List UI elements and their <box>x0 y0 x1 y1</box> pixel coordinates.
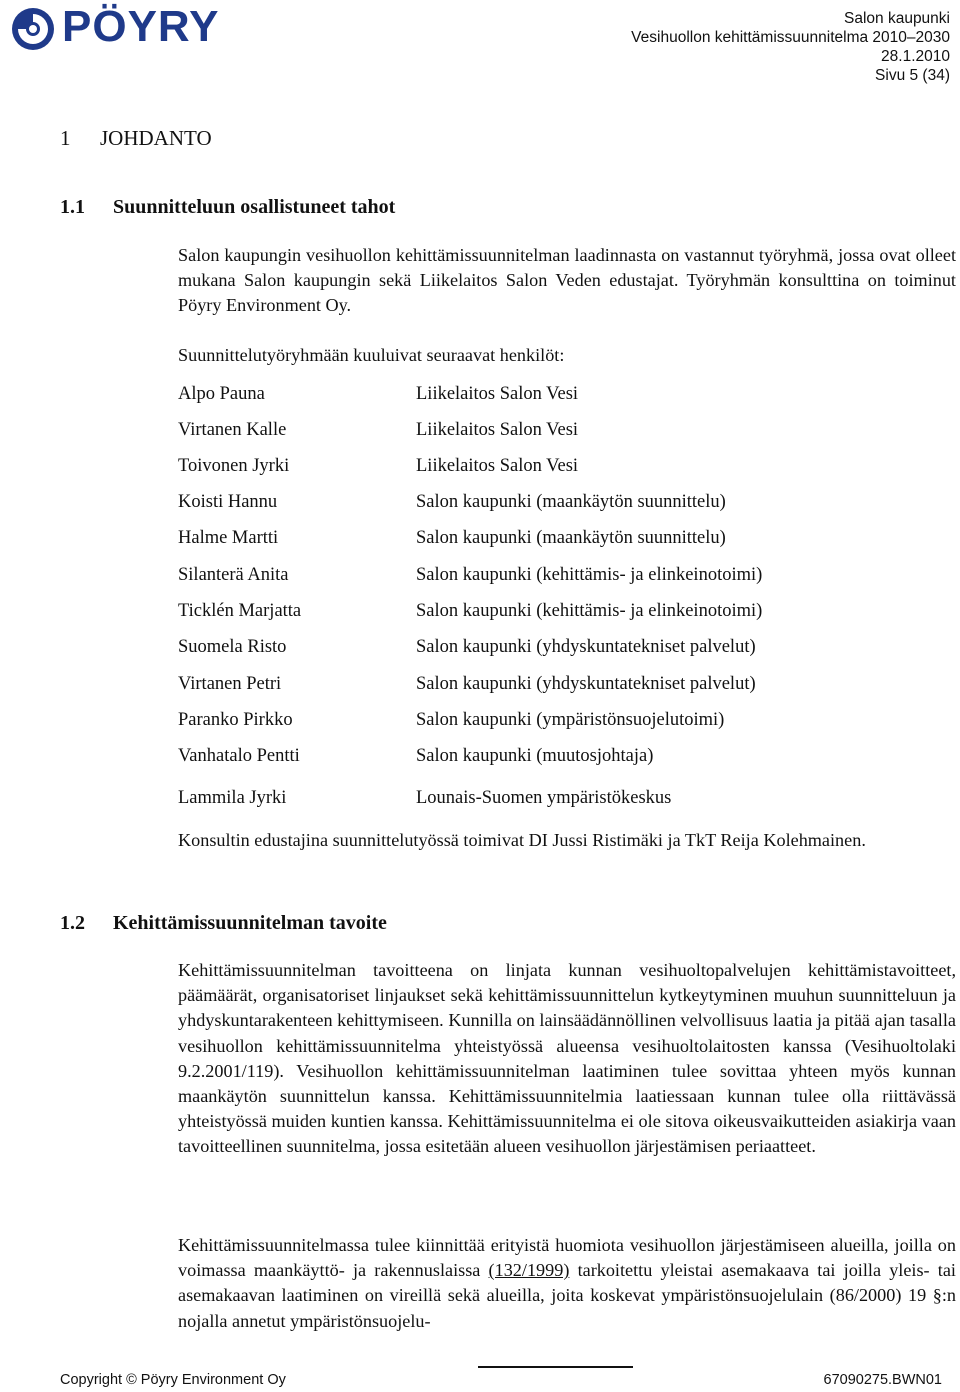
member-organization: Salon kaupunki (yhdyskuntatekniset palvelut) <box>416 674 756 694</box>
table-row <box>178 600 878 622</box>
table-row <box>178 636 878 658</box>
section-number: 1.2 <box>60 912 85 934</box>
member-name: Alpo Pauna <box>178 384 265 404</box>
member-name: Suomela Risto <box>178 637 287 657</box>
member-organization: Salon kaupunki (maankäytön suunnittelu) <box>416 492 726 512</box>
section-number: 1.1 <box>60 196 85 218</box>
member-organization: Liikelaitos Salon Vesi <box>416 420 579 440</box>
section-1-2-heading <box>60 912 387 935</box>
member-organization: Lounais-Suomen ympäristökeskus <box>416 788 672 808</box>
section-number: 1 <box>60 126 71 150</box>
table-row <box>178 745 878 767</box>
table-row <box>178 709 878 731</box>
member-organization: Liikelaitos Salon Vesi <box>416 456 579 476</box>
member-name: Toivonen Jyrki <box>178 456 290 476</box>
section-title: Suunnitteluun osallistuneet tahot <box>113 196 396 218</box>
law-reference: (132/1999) <box>488 1260 570 1281</box>
member-name: Halme Martti <box>178 528 279 548</box>
paragraph-plan-goal: Kehittämissuunnitelman tavoitteena on linjata kunnan vesihuoltopalvelujen kehittämistavoitteet, päämäärät, organisatoriset linjaukset sekä kehittämissuunnittelun kytkeytyminen muuhun suunnitteluun ja yhdyskuntarakenteen kehittymiseen. Kunnilla on lainsäädännöllinen velvollisuus laatia ja pitää ajan tasalla vesihuollon kehittämissuunnitelma yhteistyössä alueensa vesihuoltolaitosten kanssa (Vesihuoltolaki 9.2.2001/119). Vesihuollon kehittämissuunnitelman laatiminen tulee sovittaa yhteen myös kunnan maankäytön suunnittelun kanssa. Kehittämissuunnitelmia laatiessaan kunnan tulee olla riittävässä yhteistyössä muiden kuntien kanssa. Kehittämissuunnitelma ei ole sitova oikeusvaikutteiden asiakirja vaan tavoitteellinen suunnitelma, jossa esitetään alueen vesihuollon järjestämisen periaatteet. <box>178 960 956 1157</box>
footer-document-id: 67090275.BWN01 <box>823 1372 942 1388</box>
company-logo-text: PÖYRY <box>62 2 220 51</box>
member-organization: Salon kaupunki (yhdyskuntatekniset palvelut) <box>416 637 756 657</box>
member-organization: Salon kaupunki (ympäristönsuojelutoimi) <box>416 710 725 730</box>
header-client: Salon kaupunki <box>844 10 950 27</box>
header-plan-title: Vesihuollon kehittämissuunnitelma 2010–2030 <box>631 29 950 46</box>
paragraph-working-group: Salon kaupungin vesihuollon kehittämissuunnitelman laadinnasta on vastannut työryhmä, jossa ovat olleet mukana Salon kaupungin sekä Liikelaitos Salon Veden edustajat. Työryhmän konsulttina on toiminut Pöyry Environment Oy. <box>178 245 956 316</box>
member-name: Lammila Jyrki <box>178 788 287 808</box>
table-row <box>178 491 878 513</box>
member-organization: Liikelaitos Salon Vesi <box>416 384 579 404</box>
footer-copyright: Copyright © Pöyry Environment Oy <box>60 1372 286 1388</box>
table-row <box>178 383 878 405</box>
table-row <box>178 564 878 586</box>
section-1-1-heading <box>60 196 395 219</box>
header-date: 28.1.2010 <box>881 48 950 65</box>
paragraph-plan-requirements <box>178 1233 956 1334</box>
member-name: Paranko Pirkko <box>178 710 293 730</box>
member-organization: Salon kaupunki (maankäytön suunnittelu) <box>416 528 726 548</box>
table-row <box>178 527 878 549</box>
paragraph-members-intro: Suunnittelutyöryhmään kuuluivat seuraavat henkilöt: <box>178 345 565 365</box>
member-organization: Salon kaupunki (muutosjohtaja) <box>416 746 654 766</box>
table-row <box>178 455 878 477</box>
section-title: JOHDANTO <box>100 126 212 150</box>
member-name: Virtanen Kalle <box>178 420 287 440</box>
paragraph-consultants: Konsultin edustajina suunnittelutyössä toimivat DI Jussi Ristimäki ja TkT Reija Kolehmainen. <box>178 830 866 850</box>
section-1-heading <box>60 126 212 151</box>
footnote-divider <box>478 1366 633 1368</box>
table-row <box>178 787 878 809</box>
member-name: Ticklén Marjatta <box>178 601 302 621</box>
member-name: Koisti Hannu <box>178 492 278 512</box>
section-title: Kehittämissuunnitelman tavoite <box>113 912 387 934</box>
member-organization: Salon kaupunki (kehittämis- ja elinkeinotoimi) <box>416 601 763 621</box>
paragraph-text: Kehittämissuunnitelmassa tulee kiinnittää erityistä huomiota vesihuollon järjestämiseen alueilla, joilla on voimassa maankäyttö- ja rakennuslaissa <box>178 1235 956 1281</box>
paragraph-text: tarkoitettu yleistai asemakaava tai joilla yleis- tai asemakaavan laatiminen on vireillä sekä alueilla, joita koskevat ympäristönsuojelulain (86/2000) 19 §:n nojalla annetut ympäristönsuojelu- <box>178 1260 956 1331</box>
member-organization: Salon kaupunki (kehittämis- ja elinkeinotoimi) <box>416 565 763 585</box>
member-name: Vanhatalo Pentti <box>178 746 300 766</box>
table-row <box>178 673 878 695</box>
table-row <box>178 419 878 441</box>
member-name: Silanterä Anita <box>178 565 289 585</box>
header-page-number: Sivu 5 (34) <box>875 67 950 84</box>
member-name: Virtanen Petri <box>178 674 282 694</box>
